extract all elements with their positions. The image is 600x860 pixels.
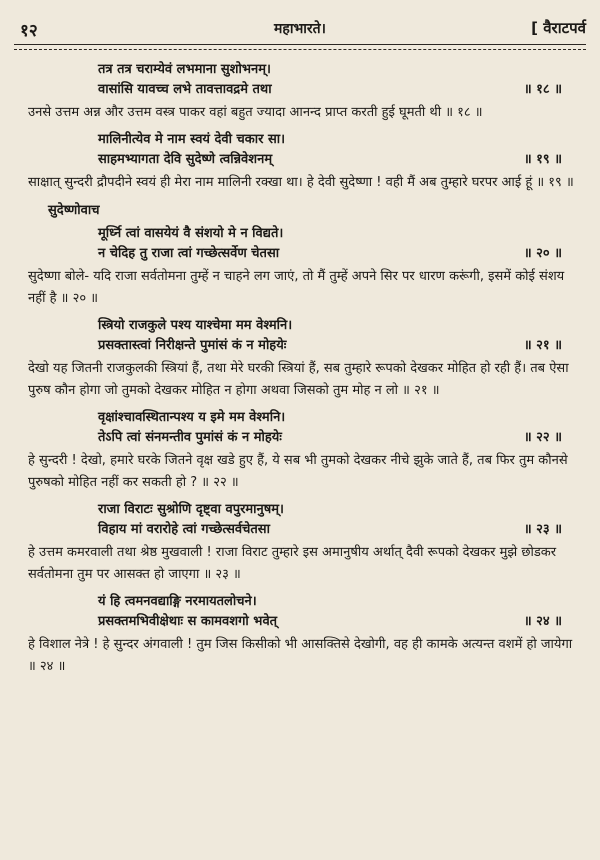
verse-text: मूर्ध्नि त्वां वासयेयं वै संशयो मे न विद्यते। <box>98 226 284 241</box>
translation-paragraph: हे उत्तम कमरवाली तथा श्रेष्ठ मुखवाली ! राजा विराट तुम्हारे इस अमानुषीय अर्थात् दैवी रूपको देखकर मुझे छोडकर सर्वतोमना तुम पर आसक्त हो जाएगा ॥ २३ ॥ <box>28 545 557 582</box>
verse-line <box>28 244 578 264</box>
verse-line <box>28 520 578 540</box>
verse-line <box>28 428 578 448</box>
verse-text: राजा विराटः सुश्रोणि दृष्ट्वा वपुरमानुषम्। <box>98 502 284 517</box>
verse-text: वृक्षांश्चावस्थितान्पश्य य इमे मम वेश्मनि। <box>98 410 286 425</box>
verse-line <box>28 316 578 336</box>
verse-text: यं हि त्वमनवद्याङ्गि नरमायतलोचने। <box>98 594 257 609</box>
verse-text: वासांसि यावच्च लभे तावत्तावद्रमे तथा <box>98 82 272 97</box>
verse-text: तत्र तत्र चराम्येवं लभमाना सुशोभनम्। <box>98 62 271 77</box>
running-title: महाभारते। <box>274 21 326 37</box>
verse-text: न चेदिह तु राजा त्वां गच्छेत्सर्वेण चेतसा <box>98 246 280 261</box>
verse-line <box>28 224 578 244</box>
verse-number: ॥ २३ ॥ <box>523 522 562 537</box>
verse-number: ॥ २२ ॥ <box>523 430 562 445</box>
verse-line <box>28 60 578 80</box>
verse-line <box>28 500 578 520</box>
translation-paragraph: सुदेष्णा बोले- यदि राजा सर्वतोमना तुम्हें न चाहने लग जाएं, तो मैं तुम्हें अपने सिर पर धारण करूंगी, इसमें कोई संशय नहीं है ॥ २० ॥ <box>28 269 565 306</box>
verse-text: विहाय मां वरारोहे त्वां गच्छेत्सर्वचेतसा <box>98 522 270 537</box>
verse-text: प्रसक्तमभिवीक्षेथाः स कामवशगो भवेत् <box>98 614 278 629</box>
verse-text: प्रसक्तास्त्वां निरीक्षन्ते पुमांसं कं न मोहयेः <box>98 338 287 353</box>
page-number: १२ <box>20 21 38 41</box>
verse-line <box>28 150 578 170</box>
translation-paragraph: देखो यह जितनी राजकुलकी स्त्रियां हैं, तथा मेरे घरकी स्त्रियां हैं, सब तुम्हारे रूपको देखकर मोहित हो रही हैं। तब ऐसा पुरुष कौन होगा जो तुमको देखकर मोहित न होगा अथवा जिसको तुम मोह न लो ॥ २१ ॥ <box>28 361 569 398</box>
translation-paragraph: साक्षात् सुन्दरी द्रौपदीने स्वयं ही मेरा नाम मालिनी रक्खा था। हे देवी सुदेष्णा ! वही मैं अब तुम्हारे घरपर आई हूं ॥ १९ ॥ <box>28 175 574 190</box>
verse-number: ॥ २० ॥ <box>523 246 562 261</box>
verse-line <box>28 408 578 428</box>
speaker-heading: सुदेष्णोवाच <box>48 203 100 218</box>
verse-text: स्त्रियो राजकुले पश्य याश्चेमा मम वेश्मनि। <box>98 318 293 333</box>
translation-paragraph: उनसे उत्तम अन्न और उत्तम वस्त्र पाकर वहां बहुत ज्यादा आनन्द प्राप्त करती हुई घूमती थी ॥ १८ ॥ <box>28 105 483 120</box>
verse-number: ॥ २१ ॥ <box>523 338 562 353</box>
verse-text: तेऽपि त्वां संनमन्तीव पुमांसं कं न मोहयेः <box>98 430 282 445</box>
verse-line <box>28 336 578 356</box>
translation-paragraph: हे विशाल नेत्रे ! हे सुन्दर अंगवाली ! तुम जिस किसीको भी आसक्तिसे देखोगी, वह ही कामके अत्यन्त वशमें हो जायेगा ॥ २४ ॥ <box>28 637 573 674</box>
verse-text: मालिनीत्येव मे नाम स्वयं देवी चकार सा। <box>98 132 286 147</box>
verse-number: ॥ १९ ॥ <box>523 152 562 167</box>
translation-paragraph: हे सुन्दरी ! देखो, हमारे घरके जितने वृक्ष खडे हुए हैं, ये सब भी तुमको देखकर नीचे झुके जाते हैं, तब फिर तुम कौनसे पुरुषको मोहित नहीं कर सकती हो ? ॥ २२ ॥ <box>28 453 568 490</box>
verse-line <box>28 612 578 632</box>
verse-number: ॥ १८ ॥ <box>523 82 562 97</box>
verse-text: साहमभ्यागता देवि सुदेष्णे त्वन्निवेशनम् <box>98 152 273 167</box>
verse-line <box>28 130 578 150</box>
verse-line <box>28 592 578 612</box>
section-title: [ वैराटपर्व <box>531 19 586 37</box>
header-rule <box>14 44 586 50</box>
page-body <box>28 58 578 684</box>
verse-line <box>28 80 578 100</box>
verse-number: ॥ २४ ॥ <box>523 614 562 629</box>
page-header <box>14 18 586 42</box>
